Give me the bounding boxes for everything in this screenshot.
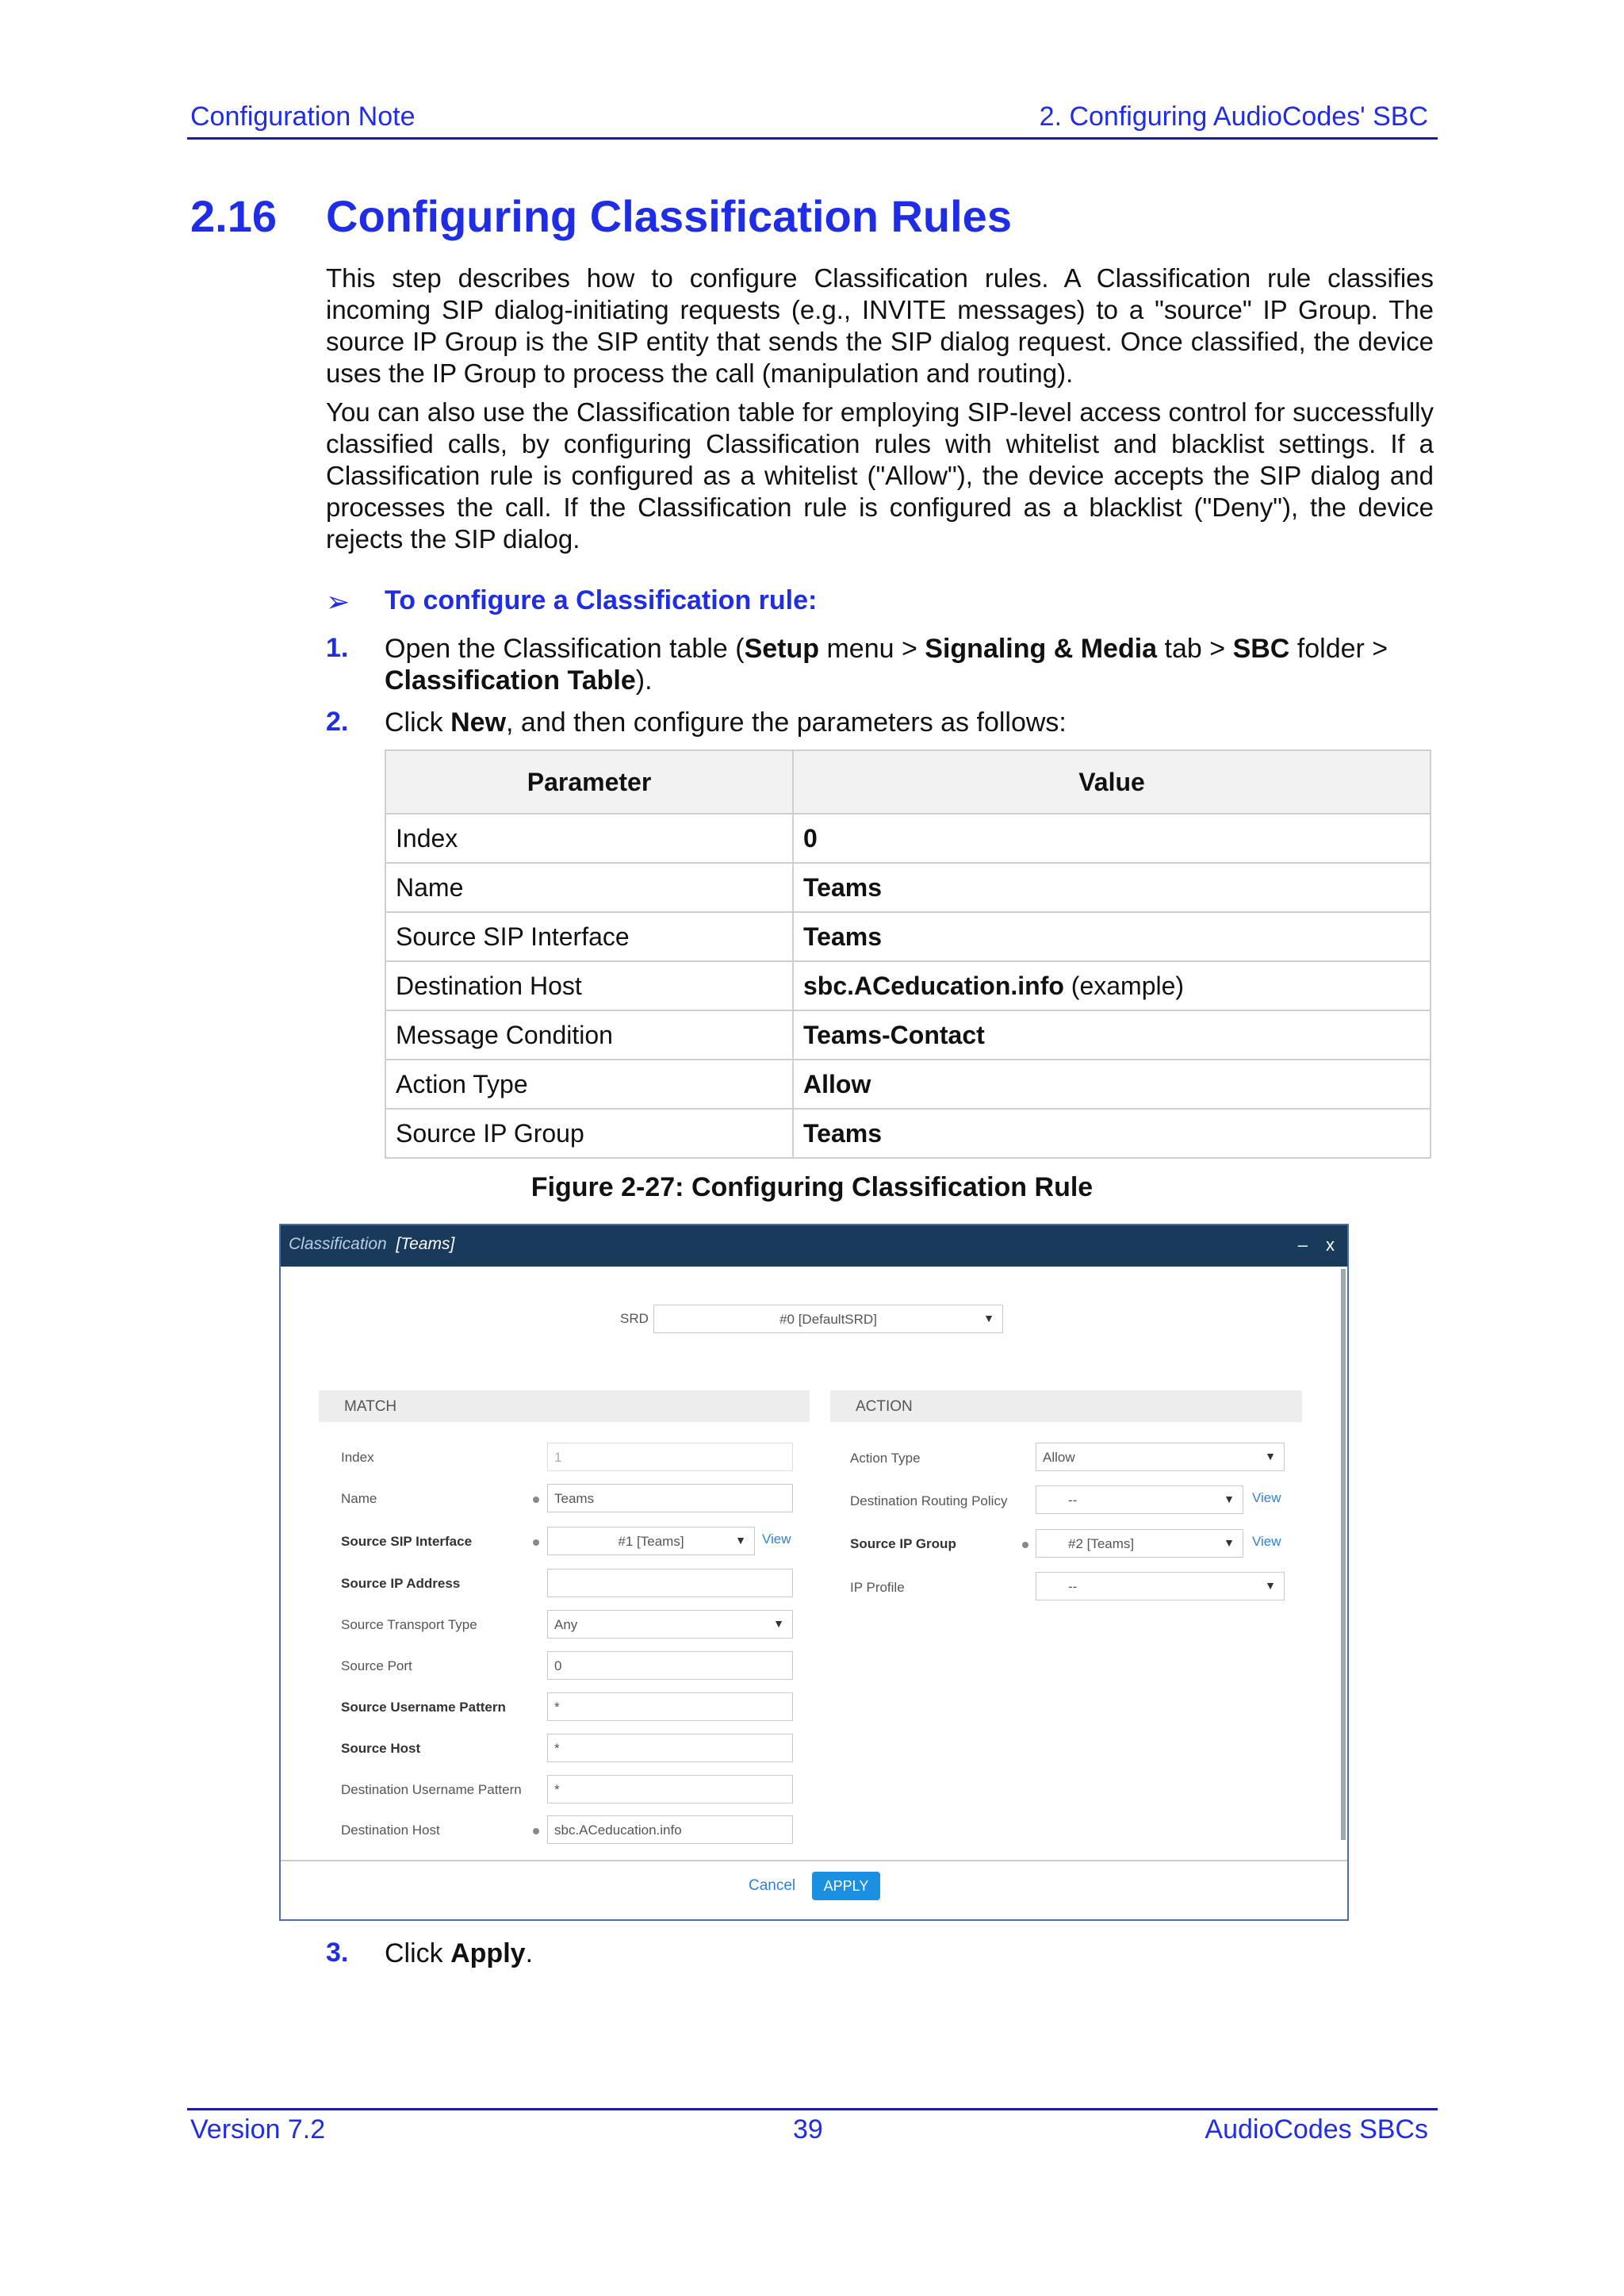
destination-routing-policy-label: Destination Routing Policy [850,1493,1008,1508]
destination-routing-policy-select[interactable]: -- ▼ [1036,1485,1243,1514]
step-1-number: 1. [326,633,349,663]
chevron-down-icon: ▼ [735,1534,746,1547]
table-row [385,961,1431,1010]
source-transport-type-label: Source Transport Type [341,1617,477,1632]
header-rule [187,137,1438,140]
required-dot-icon [533,1539,539,1546]
chevron-down-icon: ▼ [1265,1450,1276,1462]
table-cell-value: Teams-Contact [793,1010,1431,1060]
table-cell-value: Teams [793,863,1431,912]
section-number: 2.16 [190,191,277,241]
header-chapter: 2. Configuring AudioCodes' SBC [1039,102,1428,132]
footer-version: Version 7.2 [190,2114,326,2145]
table-row [385,1109,1431,1158]
view-sip-interface-link[interactable]: View [762,1531,791,1547]
step-3-text: Click Apply. [385,1938,534,1968]
source-port-field[interactable]: 0 [547,1651,793,1680]
view-routing-policy-link[interactable]: View [1252,1490,1281,1505]
classification-dialog [279,1224,1349,1921]
source-transport-type-select[interactable]: Any ▼ [547,1610,793,1639]
table-row [385,814,1431,863]
table-cell-value: sbc.ACeducation.info (example) [793,961,1431,1010]
source-ip-group-select[interactable]: #2 [Teams] ▼ [1036,1529,1243,1558]
srd-select[interactable]: #0 [DefaultSRD] ▼ [653,1305,1003,1333]
table-cell-param: Index [385,814,793,863]
table-header-row [385,750,1431,814]
source-host-field[interactable]: * [547,1734,793,1762]
destination-host-field[interactable]: sbc.ACeducation.info [547,1815,793,1844]
table-cell-param: Message Condition [385,1010,793,1060]
table-row [385,912,1431,961]
source-ip-address-field[interactable] [547,1569,793,1597]
source-sip-interface-label: Source SIP Interface [341,1534,473,1549]
destination-username-pattern-field[interactable]: * [547,1775,793,1803]
table-cell-value: Teams [793,912,1431,961]
step-3-number: 3. [326,1938,349,1968]
index-field[interactable]: 1 [547,1443,793,1471]
step-1-text: Open the Classification table (Setup menu > Signaling & Media tab > SBC folder > Classification Table). [385,634,1388,696]
header-doc-title: Configuration Note [190,102,416,132]
close-icon[interactable]: x [1326,1235,1335,1255]
destination-host-label: Destination Host [341,1823,440,1838]
apply-button[interactable]: APPLY [812,1872,880,1900]
ip-profile-label: IP Profile [850,1580,905,1595]
footer-rule [187,2108,1438,2110]
section-title: Configuring Classification Rules [326,191,1012,241]
destination-username-pattern-label: Destination Username Pattern [341,1782,522,1797]
intro-paragraph: This step describes how to configure Classification rules. A Classification rule classifies incoming SIP dialog-initiating requests (e.g., INVITE messages) to a "source" IP Group. The source IP Group is the SIP entity that sends the SIP dialog request. Once classified, the device uses the IP Group to process the call (manipulation and routing). [326,263,1434,388]
action-type-label: Action Type [850,1451,921,1466]
chevron-down-icon: ▼ [1224,1493,1235,1505]
table-row [385,863,1431,912]
ip-profile-select[interactable]: -- ▼ [1036,1572,1285,1600]
table-row [385,1060,1431,1109]
table-cell-param: Name [385,863,793,912]
required-dot-icon [533,1828,539,1834]
table-row [385,1010,1431,1060]
procedure-title: To configure a Classification rule: [385,585,818,615]
dialog-title: Classification [Teams] [289,1235,455,1253]
dialog-title-bar [281,1225,1347,1267]
name-label: Name [341,1491,377,1506]
source-sip-interface-select[interactable]: #1 [Teams] ▼ [547,1527,755,1555]
source-host-label: Source Host [341,1741,421,1756]
source-port-label: Source Port [341,1658,412,1673]
chevron-down-icon: ▼ [773,1617,784,1630]
table-cell-param: Source SIP Interface [385,912,793,961]
footer-product: AudioCodes SBCs [1205,2114,1428,2145]
srd-label: SRD [620,1311,649,1326]
step-2-text: Click New, and then configure the parameters as follows: [385,707,1067,738]
parameter-table [385,749,1431,1159]
footer-page-number: 39 [793,2114,823,2145]
index-label: Index [341,1450,374,1465]
chevron-down-icon: ▼ [1224,1536,1235,1549]
required-dot-icon [533,1497,539,1503]
action-section-header: ACTION [830,1390,1302,1422]
source-ip-address-label: Source IP Address [341,1576,461,1591]
step-2-number: 2. [326,707,349,737]
access-control-paragraph: You can also use the Classification table for employing SIP-level access control for successfully classified calls, by configuring Classification rules with whitelist and blacklist settings. If a Classification rule is configured as a whitelist ("Allow"), the device accepts the SIP dialog and processes the call. If the Classification rule is configured as a blacklist ("Deny"), the device rejects the SIP dialog. [326,397,1434,554]
source-username-pattern-field[interactable]: * [547,1692,793,1721]
procedure-arrow-icon: ➢ [326,585,350,618]
source-username-pattern-label: Source Username Pattern [341,1700,506,1715]
required-dot-icon [1022,1542,1028,1548]
action-type-select[interactable]: Allow ▼ [1036,1443,1285,1471]
table-header-parameter: Parameter [385,750,793,814]
table-cell-param: Destination Host [385,961,793,1010]
cancel-button[interactable]: Cancel [749,1877,796,1894]
dialog-scrollbar[interactable] [1341,1269,1346,1840]
table-cell-value: Teams [793,1109,1431,1158]
view-ip-group-link[interactable]: View [1252,1534,1281,1549]
name-field[interactable]: Teams [547,1484,793,1512]
table-cell-value: Allow [793,1060,1431,1109]
chevron-down-icon: ▼ [1265,1579,1276,1592]
chevron-down-icon: ▼ [983,1312,994,1324]
table-cell-param: Source IP Group [385,1109,793,1158]
figure-caption: Figure 2-27: Configuring Classification Rule [530,1172,1094,1202]
source-ip-group-label: Source IP Group [850,1536,956,1551]
table-header-value: Value [793,750,1431,814]
minimize-icon[interactable]: – [1297,1235,1308,1255]
table-cell-param: Action Type [385,1060,793,1109]
dialog-footer-divider [281,1860,1347,1861]
match-section-header: MATCH [319,1390,810,1422]
table-cell-value: 0 [793,814,1431,863]
